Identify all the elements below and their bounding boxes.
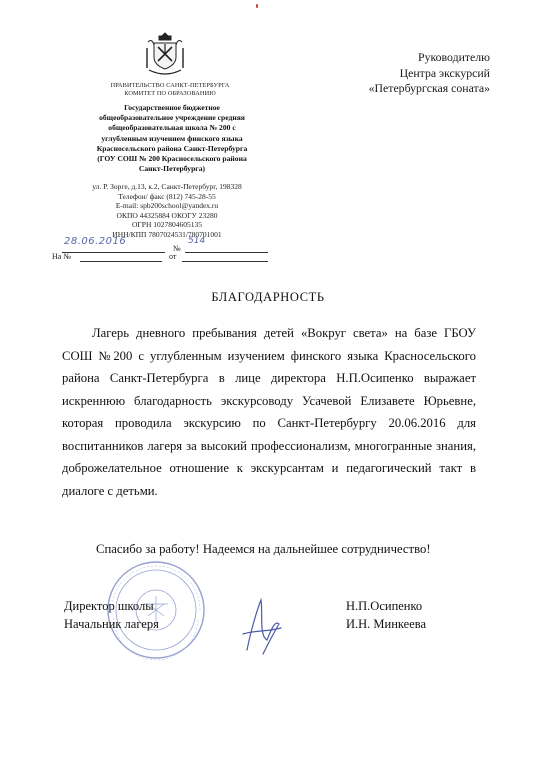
school-name-line: общеобразовательная школа № 200 с (108, 123, 236, 133)
school-name-line: общеобразовательное учреждение средняя (99, 113, 245, 123)
addressee-block (330, 50, 490, 97)
ink-mark (256, 4, 258, 8)
ref-number-underline (80, 261, 162, 262)
gov-line-1: ПРАВИТЕЛЬСТВО САНКТ-ПЕТЕРБУРГА (110, 82, 230, 89)
handwritten-reg-number: 514 (188, 236, 206, 246)
handwritten-signature (237, 590, 287, 660)
school-name-line: Санкт-Петербурга) (138, 164, 206, 174)
addressee-line: Центра экскурсий (399, 65, 490, 80)
addressee-line: Руководителю (418, 50, 490, 64)
school-name-line: Красносельского района Санкт-Петербурга (96, 143, 248, 153)
letter-body: Лагерь дневного пребывания детей «Вокруг света» на базе ГБОУ СОШ №200 с углубленным изучением финского языка Красносельского района Санкт-Петербурга в лице директора Н.П.Осипенко выражает искреннюю благодарность экскурсоводу Усачевой Елизавете Юрьевне, которая проводила экскурсию по Санкт-Петербургу 20.06.2016 для воспитанников лагеря за высокий профессионализм, многогранные знания, доброжелательное отношение к экскурсантам и педагогический такт в диалоге с детьми. (62, 326, 476, 498)
school-contacts (62, 182, 272, 240)
reference-line (52, 252, 272, 264)
contact-line: ОГРН 1027804605135 (132, 220, 202, 230)
signatory-names (346, 598, 426, 633)
ref-number-label: На № (52, 252, 71, 261)
contact-line: Телефон/ факс (812) 745-28-55 (118, 191, 216, 201)
signatory-name-camp-head: И.Н. Минкеева (346, 616, 427, 631)
contact-line: ИНН/КПП 7807024531/780701001 (112, 229, 222, 239)
document-title: БЛАГОДАРНОСТЬ (211, 290, 325, 304)
signatory-titles (64, 598, 159, 633)
reg-number-label: № (173, 244, 181, 253)
handwritten-date: 28.06.2016 (64, 236, 127, 247)
gov-line-2: КОМИТЕТ ПО ОБРАЗОВАНИЮ (124, 90, 216, 97)
contact-line: ул. Р. Зорге, д.13, к.2, Санкт-Петербург, 198328 (92, 182, 242, 191)
school-name-line: Государственное бюджетное (124, 103, 220, 112)
signatory-name-director: Н.П.Осипенко (346, 599, 423, 613)
school-name (72, 103, 272, 174)
school-name-line: (ГОУ СОШ № 200 Красносельского района (97, 154, 247, 164)
contact-line: E-mail: spb200school@yandex.ru (115, 201, 219, 211)
coat-of-arms-icon (145, 30, 185, 76)
school-name-line: углубленным изучением финского языка (101, 133, 243, 143)
closing-line: Спасибо за работу! Надеемся на дальнейшее сотрудничество! (96, 542, 431, 556)
signatory-title-director: Директор школы (64, 599, 154, 613)
signatory-title-camp-head: Начальник лагеря (64, 616, 159, 631)
contact-line: ОКПО 44325884 ОКОГУ 23280 (116, 210, 218, 220)
ref-from-label: от (169, 252, 177, 261)
ref-date-underline (182, 261, 268, 262)
addressee-line: «Петербургская соната» (368, 81, 490, 95)
